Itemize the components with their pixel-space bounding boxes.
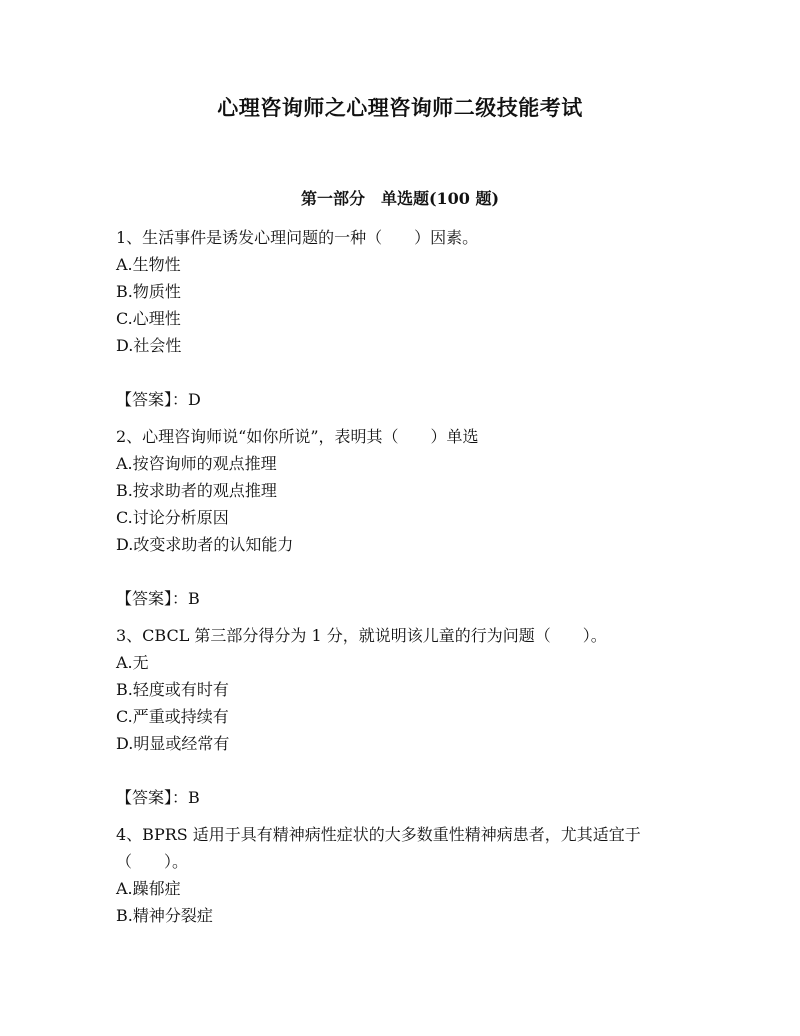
option-c: C.严重或持续有 bbox=[116, 707, 229, 726]
answer-text: 【答案】：B bbox=[116, 589, 200, 608]
option-b: B.精神分裂症 bbox=[116, 906, 213, 925]
question-3 bbox=[116, 622, 696, 811]
option-d: D.社会性 bbox=[116, 336, 182, 355]
option-b: B.按求助者的观点推理 bbox=[116, 481, 277, 500]
option-d: D.改变求助者的认知能力 bbox=[116, 535, 294, 554]
document-title: 心理咨询师之心理咨询师二级技能考试 bbox=[217, 95, 583, 120]
section-title: 第一部分 单选题(100 题) bbox=[300, 189, 500, 208]
question-stem: 3、CBCL 第三部分得分为 1 分，就说明该儿童的行为问题（ ）。 bbox=[116, 626, 607, 645]
question-1 bbox=[116, 224, 696, 413]
option-b: B.物质性 bbox=[116, 282, 181, 301]
answer-text: 【答案】：B bbox=[116, 788, 200, 807]
option-a: A.无 bbox=[116, 653, 149, 672]
option-a: A.生物性 bbox=[116, 255, 181, 274]
question-stem: 1、生活事件是诱发心理问题的一种（ ）因素。 bbox=[116, 228, 479, 247]
answer-text: 【答案】：D bbox=[116, 390, 201, 409]
question-2 bbox=[116, 423, 696, 612]
option-a: A.躁郁症 bbox=[116, 879, 181, 898]
question-stem: 2、心理咨询师说“如你所说”，表明其（ ）单选 bbox=[116, 427, 479, 446]
option-a: A.按咨询师的观点推理 bbox=[116, 454, 277, 473]
option-c: C.讨论分析原因 bbox=[116, 508, 229, 527]
option-b: B.轻度或有时有 bbox=[116, 680, 229, 699]
question-list bbox=[116, 224, 696, 929]
option-d: D.明显或经常有 bbox=[116, 734, 230, 753]
question-stem: 4、BPRS 适用于具有精神病性症状的大多数重性精神病患者，尤其适宜于（ ）。 bbox=[116, 825, 641, 871]
question-4 bbox=[116, 821, 696, 929]
option-c: C.心理性 bbox=[116, 309, 181, 328]
